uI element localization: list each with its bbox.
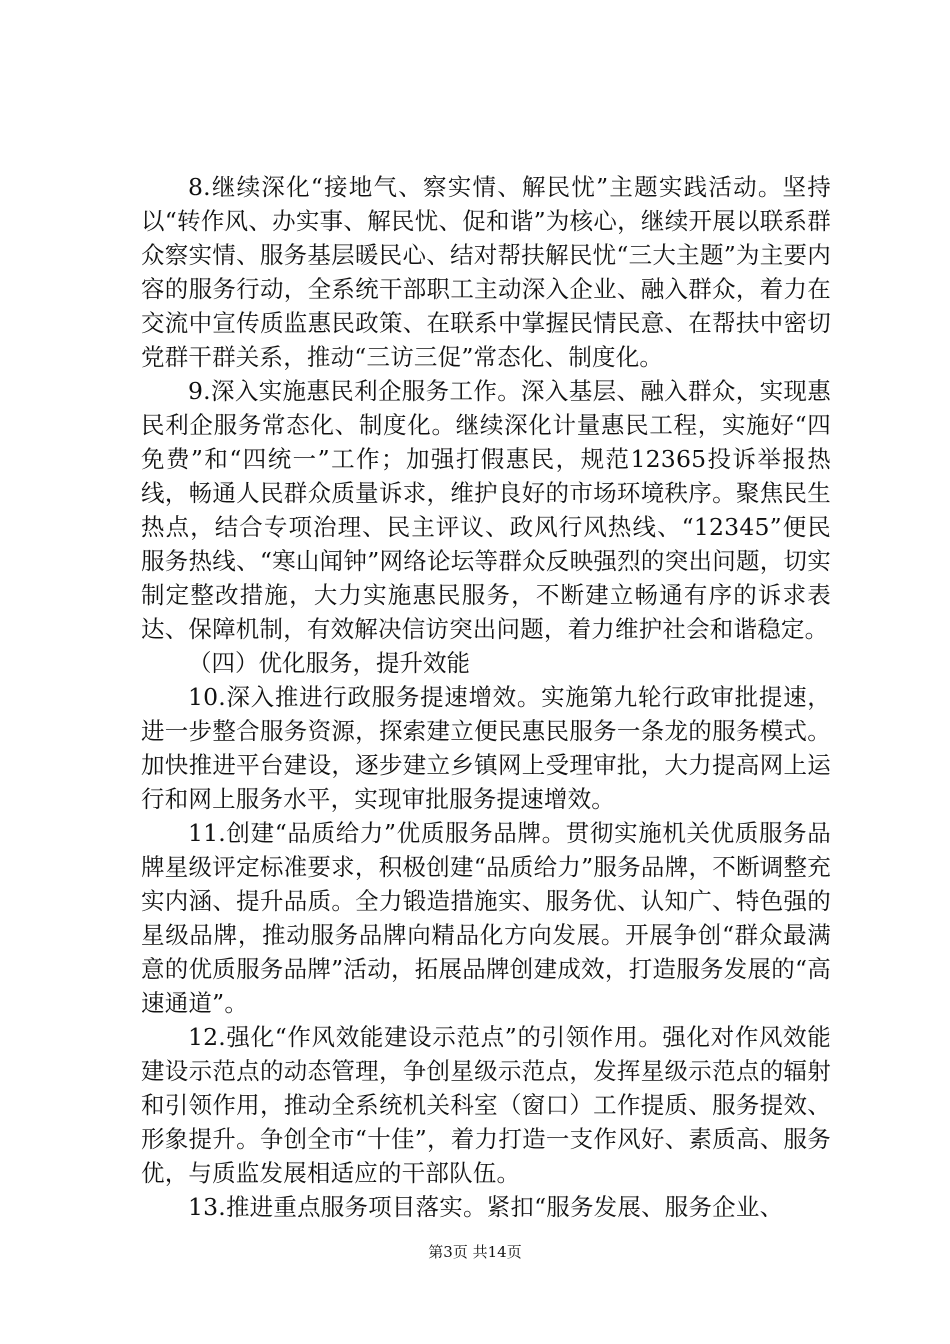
- paragraph-item-10: 10.深入推进行政服务提速增效。实施第九轮行政审批提速，进一步整合服务资源，探索建立便民惠民服务一条龙的服务模式。加快推进平台建设，逐步建立乡镇网上受理审批，大力提高网上运行和网上服务水平，实现审批服务提速增效。: [141, 683, 831, 813]
- paragraph-item-11: 11.创建“品质给力”优质服务品牌。贯彻实施机关优质服务品牌星级评定标准要求，积极创建“品质给力”服务品牌，不断调整充实内涵、提升品质。全力锻造措施实、服务优、认知广、特色强的星级品牌，推动服务品牌向精品化方向发展。开展争创“群众最满意的优质服务品牌”活动，拓展品牌创建成效，打造服务发展的“高速通道”。: [141, 819, 831, 1017]
- paragraph-item-13: 13.推进重点服务项目落实。紧扣“服务发展、服务企业、: [188, 1193, 784, 1221]
- paragraph-item-12: 12.强化“作风效能建设示范点”的引领作用。强化对作风效能建设示范点的动态管理，争创星级示范点，发挥星级示范点的辐射和引领作用，推动全系统机关科室（窗口）工作提质、服务提效、形象提升。争创全市“十佳”，着力打造一支作风好、素质高、服务优，与质监发展相适应的干部队伍。: [141, 1023, 831, 1187]
- section-heading-4: （四）优化服务，提升效能: [188, 649, 470, 677]
- page-footer: 第3页 共14页: [428, 1243, 522, 1261]
- paragraph-item-9: 9.深入实施惠民利企服务工作。深入基层、融入群众，实现惠民利企服务常态化、制度化。继续深化计量惠民工程，实施好“四免费”和“四统一”工作；加强打假惠民，规范12365投诉举报热线，畅通人民群众质量诉求，维护良好的市场环境秩序。聚焦民生热点，结合专项治理、民主评议、政风行风热线、“12345”便民服务热线、“寒山闻钟”网络论坛等群众反映强烈的突出问题，切实制定整改措施，大力实施惠民服务，不断建立畅通有序的诉求表达、保障机制，有效解决信访突出问题，着力维护社会和谐稳定。: [141, 377, 831, 643]
- document-body: [141, 170, 831, 1224]
- paragraph-item-8: 8.继续深化“接地气、察实情、解民忧”主题实践活动。坚持以“转作风、办实事、解民忧、促和谐”为核心，继续开展以联系群众察实情、服务基层暖民心、结对帮扶解民忧“三大主题”为主要内容的服务行动，全系统干部职工主动深入企业、融入群众，着力在交流中宣传质监惠民政策、在联系中掌握民情民意、在帮扶中密切党群干群关系，推动“三访三促”常态化、制度化。: [141, 173, 831, 371]
